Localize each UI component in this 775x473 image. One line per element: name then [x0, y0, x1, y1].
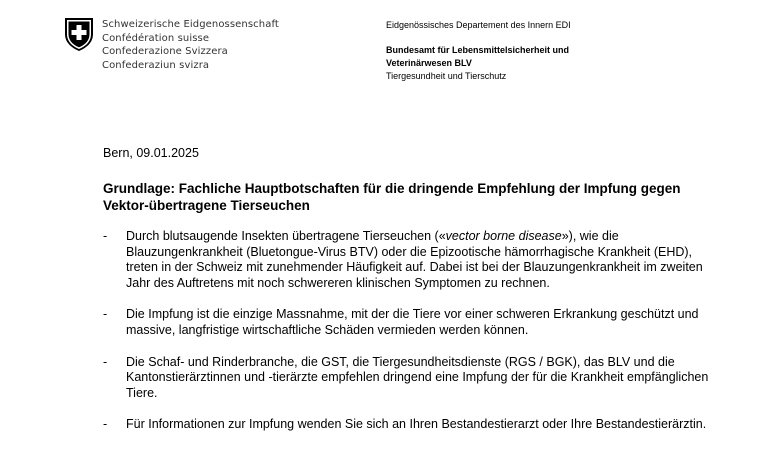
office-name-line2: Veterinärwesen BLV	[386, 58, 472, 68]
list-item-text: Für Informationen zur Impfung wenden Sie sich an Ihren Bestandestierarzt oder Ihre Bestandestierärztin.	[126, 417, 707, 432]
federal-administration-names	[102, 18, 279, 72]
admin-name-rm: Confederaziun svizra	[102, 59, 210, 71]
list-item-italic-term: vector borne disease	[445, 229, 562, 243]
list-item	[103, 355, 723, 402]
list-item	[103, 307, 723, 338]
key-messages-list	[103, 229, 723, 433]
list-item-text: Die Schaf- und Rinderbranche, die GST, die Tiergesundheitsdienste (RGS / BGK), das BLV und die Kantonstierärztinnen und -tierärzte empfehlen dringend eine Impfung der für die Krankheit empfänglichen Tiere.	[126, 354, 709, 400]
list-item-text-part: Durch blutsaugende Insekten übertragene Tierseuchen («	[126, 229, 446, 243]
bullet-marker: -	[103, 354, 108, 369]
list-item	[103, 229, 723, 291]
document-title: Grundlage: Fachliche Hauptbotschaften für die dringende Empfehlung der Impfung gegen Vektor-übertragene Tierseuchen	[103, 181, 681, 213]
admin-name-de: Schweizerische Eidgenossenschaft	[102, 19, 279, 30]
bullet-marker: -	[103, 417, 108, 432]
admin-name-fr: Confédération suisse	[102, 32, 210, 44]
bullet-marker: -	[103, 307, 108, 322]
list-item-text-part: »), wie die Blauzungenkrankheit (Bluetongue-Virus BTV) oder die Epizootische hämorrhagische Krankheit (EHD), treten in der Schweiz mit zunehmender Häufigkeit auf. Dabei ist bei der Blauzungenkrankheit im zweiten Jahr des Auftretens mit noch schwereren klinischen Symptomen zu rechnen.	[126, 229, 703, 290]
office-name-line1: Bundesamt für Lebensmittelsicherheit und	[386, 45, 570, 55]
admin-name-it: Confederazione Svizzera	[102, 46, 228, 57]
list-item	[103, 417, 723, 433]
letter-date: Bern, 09.01.2025	[103, 146, 199, 160]
list-item-text: Die Impfung ist die einzige Massnahme, mit der die Tiere vor einer schweren Erkrankung geschützt und massive, langfristige wirtschaftliche Schäden vermieden werden können.	[126, 307, 699, 337]
swiss-coat-of-arms-icon	[64, 17, 94, 52]
division-name: Tiergesundheit und Tierschutz	[386, 71, 507, 81]
list-item-text	[126, 229, 723, 291]
department-name: Eidgenössisches Departement des Innern EDI	[386, 20, 571, 30]
office-block	[386, 44, 569, 83]
bullet-marker: -	[103, 229, 108, 243]
